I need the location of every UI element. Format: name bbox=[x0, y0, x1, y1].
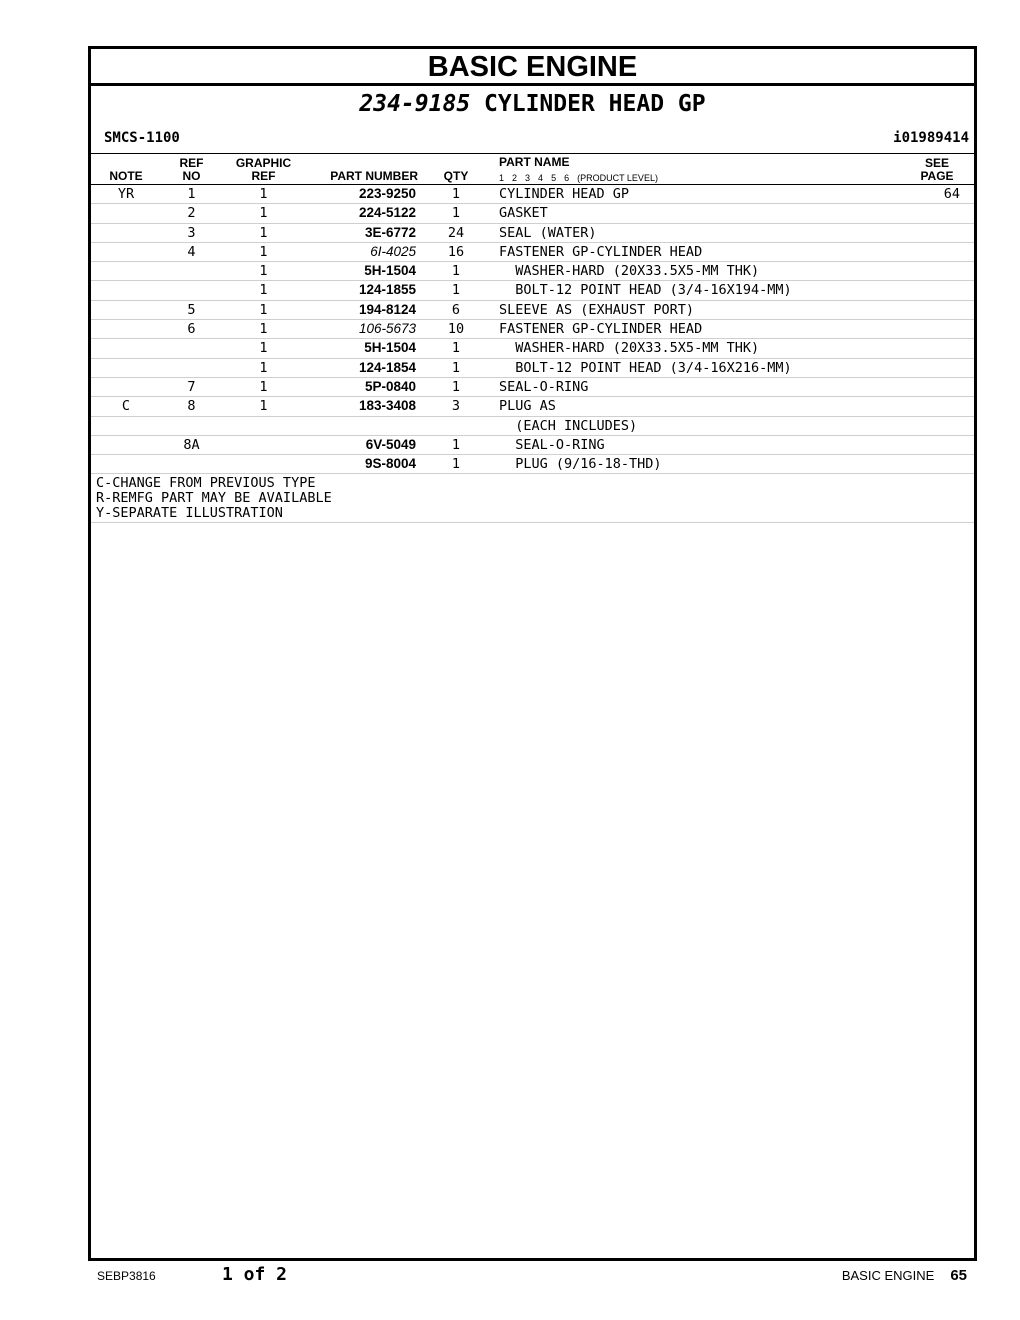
row-part-name: BOLT-12 POINT HEAD (3/4-16X216-MM) bbox=[499, 359, 792, 376]
row-ref-no: 8 bbox=[187, 398, 196, 415]
illustration-id: i01989414 bbox=[893, 130, 969, 146]
col-graphic-ref: GRAPHIC REF bbox=[235, 156, 292, 183]
parts-list-frame bbox=[88, 46, 977, 1261]
row-graphic-ref: 1 bbox=[259, 398, 268, 415]
col-part-number: PART NUMBER bbox=[330, 169, 418, 183]
row-part-number: 5H-1504 bbox=[364, 340, 416, 356]
row-qty: 1 bbox=[451, 186, 461, 202]
row-part-name: FASTENER GP-CYLINDER HEAD bbox=[499, 243, 703, 260]
footer-page-number: 65 bbox=[950, 1267, 967, 1284]
row-qty: 3 bbox=[451, 398, 461, 415]
row-graphic-ref: 1 bbox=[259, 243, 268, 260]
row-qty: 1 bbox=[451, 378, 461, 395]
row-qty: 6 bbox=[451, 301, 461, 318]
row-ref-no: 3 bbox=[187, 224, 196, 241]
footer-section: BASIC ENGINE bbox=[841, 1268, 935, 1283]
row-part-number: 124-1855 bbox=[358, 282, 416, 298]
legend-item: R-REMFG PART MAY BE AVAILABLE bbox=[96, 490, 332, 507]
row-part-number: 224-5122 bbox=[358, 205, 416, 221]
row-part-number: 5H-1504 bbox=[364, 263, 416, 279]
row-part-number: 183-3408 bbox=[358, 398, 416, 414]
row-part-number: 6V-5049 bbox=[365, 436, 416, 452]
table-row bbox=[91, 300, 974, 319]
row-part-number: 124-1854 bbox=[358, 359, 416, 375]
table-row bbox=[91, 223, 974, 242]
row-part-name: SEAL-O-RING bbox=[499, 378, 589, 395]
row-qty: 1 bbox=[451, 456, 461, 473]
row-part-name: WASHER-HARD (20X33.5X5-MM THK) bbox=[499, 263, 760, 280]
note-legend bbox=[91, 473, 974, 523]
row-part-name: BOLT-12 POINT HEAD (3/4-16X194-MM) bbox=[499, 282, 792, 299]
table-row bbox=[91, 203, 974, 222]
row-part-number: 3E-6772 bbox=[364, 224, 416, 240]
row-ref-no: 2 bbox=[187, 205, 196, 222]
table-row bbox=[91, 319, 974, 338]
row-ref-no: 4 bbox=[187, 243, 196, 260]
row-graphic-ref: 1 bbox=[259, 186, 268, 202]
row-part-number: 6I-4025 bbox=[370, 243, 416, 259]
parts-table bbox=[91, 184, 974, 523]
row-graphic-ref: 1 bbox=[259, 301, 268, 318]
row-ref-no: 7 bbox=[187, 378, 196, 395]
table-row bbox=[91, 338, 974, 357]
table-row bbox=[91, 242, 974, 261]
row-qty: 1 bbox=[451, 436, 461, 453]
row-part-number: 194-8124 bbox=[358, 301, 416, 317]
row-graphic-ref: 1 bbox=[259, 282, 268, 299]
row-graphic-ref: 1 bbox=[259, 224, 268, 241]
footer-doc-number: SEBP3816 bbox=[97, 1269, 156, 1283]
row-graphic-ref: 1 bbox=[259, 340, 268, 357]
row-note: C bbox=[121, 398, 131, 415]
row-part-name: SLEEVE AS (EXHAUST PORT) bbox=[499, 301, 695, 318]
row-ref-no: 8A bbox=[183, 436, 200, 453]
table-row bbox=[91, 261, 974, 280]
row-see-page: 64 bbox=[943, 186, 960, 202]
col-qty: QTY bbox=[443, 169, 469, 183]
table-row bbox=[91, 358, 974, 377]
row-part-number: 223-9250 bbox=[358, 186, 416, 201]
row-part-name: (EACH INCLUDES) bbox=[499, 417, 638, 434]
row-part-number: 106-5673 bbox=[358, 321, 416, 337]
col-ref-no: REF NO bbox=[179, 156, 204, 183]
smcs-code: SMCS-1100 bbox=[104, 130, 180, 146]
row-note: YR bbox=[117, 186, 135, 202]
group-part-name: CYLINDER HEAD GP bbox=[484, 91, 706, 117]
legend-item: C-CHANGE FROM PREVIOUS TYPE bbox=[96, 475, 316, 492]
row-graphic-ref: 1 bbox=[259, 378, 268, 395]
row-qty: 1 bbox=[451, 263, 461, 280]
col-note: NOTE bbox=[109, 169, 143, 183]
row-part-name: SEAL-O-RING bbox=[499, 436, 605, 453]
row-part-number: 5P-0840 bbox=[364, 378, 416, 394]
row-ref-no: 6 bbox=[187, 321, 196, 338]
row-part-name: PLUG (9/16-18-THD) bbox=[499, 456, 662, 473]
row-ref-no: 1 bbox=[187, 186, 196, 202]
row-part-name: WASHER-HARD (20X33.5X5-MM THK) bbox=[499, 340, 760, 357]
header-rule bbox=[91, 153, 974, 154]
table-row bbox=[91, 184, 974, 203]
row-qty: 1 bbox=[451, 282, 461, 299]
row-qty: 1 bbox=[451, 205, 461, 222]
row-qty: 1 bbox=[451, 359, 461, 376]
row-qty: 10 bbox=[447, 321, 465, 338]
table-row bbox=[91, 454, 974, 473]
col-see-page: SEE PAGE bbox=[920, 156, 954, 183]
group-part-number: 234-9185 bbox=[359, 91, 471, 117]
row-part-name: SEAL (WATER) bbox=[499, 224, 597, 241]
legend-item: Y-SEPARATE ILLUSTRATION bbox=[96, 505, 283, 522]
row-graphic-ref: 1 bbox=[259, 205, 268, 222]
footer-right bbox=[842, 1267, 967, 1284]
table-row bbox=[91, 280, 974, 299]
table-row bbox=[91, 435, 974, 454]
row-part-name: GASKET bbox=[499, 205, 548, 222]
row-part-number: 9S-8004 bbox=[364, 456, 416, 472]
section-title: BASIC ENGINE bbox=[91, 49, 974, 86]
row-qty: 24 bbox=[447, 224, 465, 241]
row-graphic-ref: 1 bbox=[259, 359, 268, 376]
row-qty: 1 bbox=[451, 340, 461, 357]
row-part-name: FASTENER GP-CYLINDER HEAD bbox=[499, 321, 703, 338]
table-row bbox=[91, 396, 974, 415]
table-row bbox=[91, 377, 974, 396]
row-part-name: CYLINDER HEAD GP bbox=[499, 186, 630, 202]
row-graphic-ref: 1 bbox=[259, 321, 268, 338]
col-part-name: PART NAME bbox=[499, 155, 570, 169]
row-ref-no: 5 bbox=[187, 301, 196, 318]
product-levels: 1 2 3 4 5 6 (PRODUCT LEVEL) bbox=[499, 173, 658, 183]
table-row bbox=[91, 416, 974, 435]
row-qty: 16 bbox=[447, 243, 465, 260]
row-graphic-ref: 1 bbox=[259, 263, 268, 280]
footer-page-of: 1 of 2 bbox=[222, 1264, 288, 1285]
group-title bbox=[91, 91, 974, 117]
row-part-name: PLUG AS bbox=[499, 398, 556, 415]
